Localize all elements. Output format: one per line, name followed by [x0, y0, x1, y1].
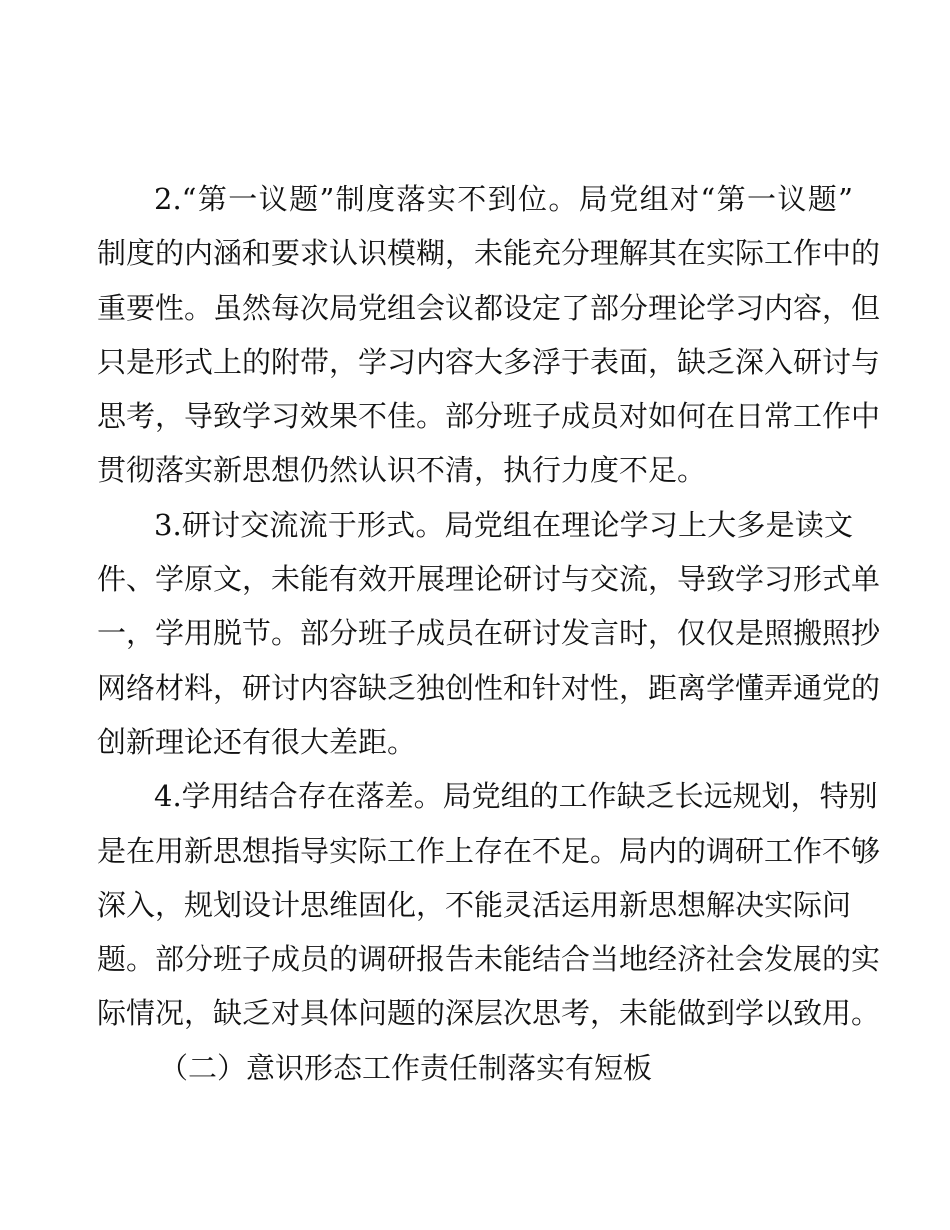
- paragraph-item-3: [97, 498, 881, 769]
- text-line: 一，学用脱节。部分班子成员在研讨发言时，仅仅是照搬照抄: [97, 616, 881, 651]
- text-line: 3.研讨交流流于形式。局党组在理论学习上大多是读文: [154, 507, 853, 542]
- text-line: 4.学用结合存在落差。局党组的工作缺乏长远规划，特别: [154, 779, 878, 814]
- document-page: [97, 172, 881, 1095]
- paragraph-item-2: [97, 172, 881, 498]
- text-line: 深入，规划设计思维固化，不能灵活运用新思想解决实际问: [97, 887, 852, 922]
- text-line: 是在用新思想指导实际工作上存在不足。局内的调研工作不够: [97, 833, 881, 868]
- text-line: 创新理论还有很大差距。: [97, 724, 417, 759]
- text-line: 件、学原文，未能有效开展理论研讨与交流，导致学习形式单: [97, 562, 881, 597]
- text-line: 题。部分班子成员的调研报告未能结合当地经济社会发展的实: [97, 942, 881, 977]
- section-heading: （二）意识形态工作责任制落实有短板: [159, 1050, 653, 1085]
- text-line: 贯彻落实新思想仍然认识不清，执行力度不足。: [97, 453, 707, 488]
- text-line: 网络材料，研讨内容缺乏独创性和针对性，距离学懂弄通党的: [97, 670, 881, 705]
- text-line: 2.“第一议题”制度落实不到位。局党组对“第一议题”: [154, 182, 853, 216]
- text-line: 际情况，缺乏对具体问题的深层次思考，未能做到学以致用。: [97, 996, 881, 1031]
- text-line: 思考，导致学习效果不佳。部分班子成员对如何在日常工作中: [97, 399, 881, 434]
- text-line: 重要性。虽然每次局党组会议都设定了部分理论学习内容，但: [97, 290, 881, 325]
- text-line: 只是形式上的附带，学习内容大多浮于表面，缺乏深入研讨与: [97, 344, 881, 379]
- paragraph-item-4: [97, 769, 881, 1040]
- text-line: 制度的内涵和要求认识模糊，未能充分理解其在实际工作中的: [97, 236, 881, 271]
